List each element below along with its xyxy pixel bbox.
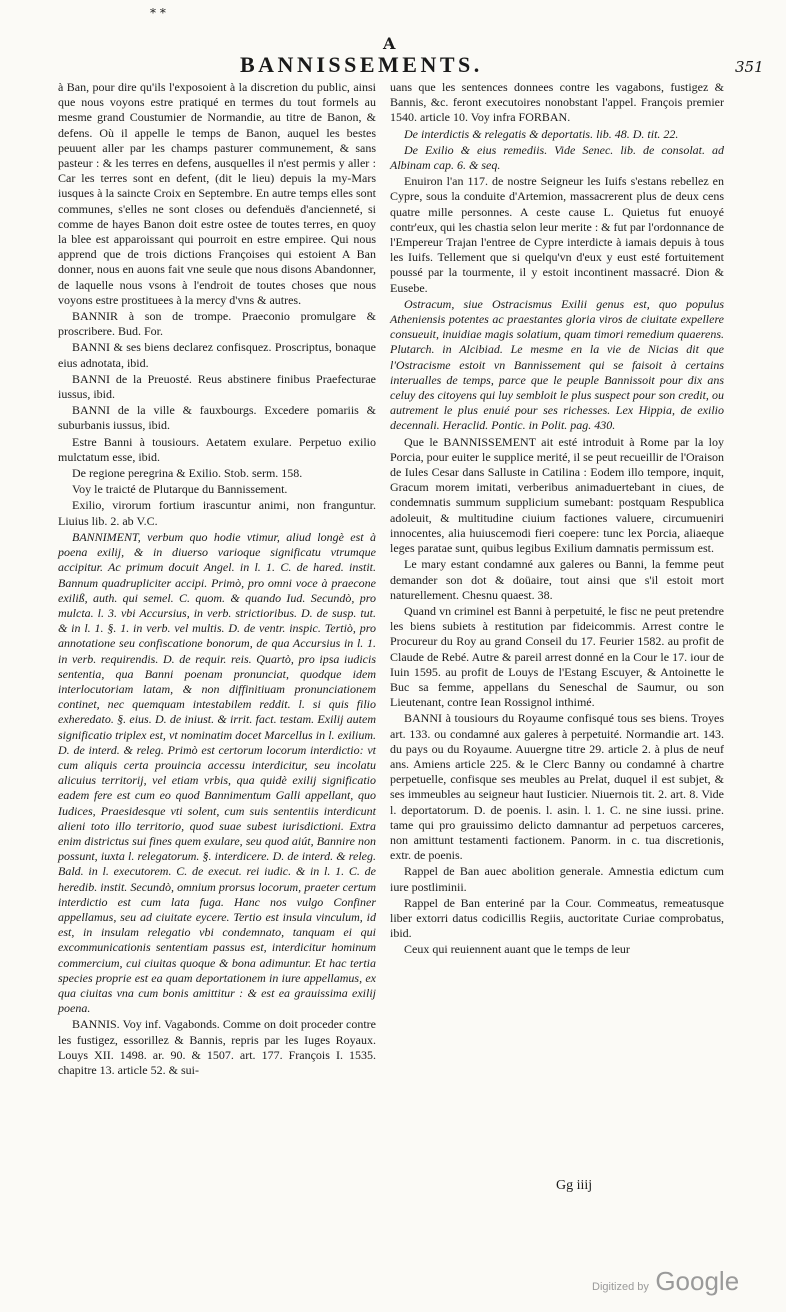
paragraph: Enuiron l'an 117. de nostre Seigneur les Iuifs s'estans rebellez en Cypre, sous la conduite d'Artemion, massacrerent plus de deux cens quatre mille personnes. A ceste cause L. Quietus fut enuoyé contr'eux, qui les chastia selon leur merite : & fut par l'ordonnance de l'Empereur Trajan l'entree de Cypre interdicte à iamais depuis à tous les Iuifs. Tellement que si quelqu'vn d'eux y eust esté fortuitement poussé par la tourmente, il y estoit incontinent massacré. Dion & Eusebe. bbox=[390, 174, 724, 295]
left-column bbox=[58, 80, 376, 1079]
paragraph: uans que les sentences donnees contre les vagabons, fustigez & Bannis, &c. feront executoires nonobstant l'appel. François premier 1540. article 10. Voy infra FORBAN. bbox=[390, 80, 724, 125]
paragraph: De regione peregrina & Exilio. Stob. serm. 158. bbox=[72, 466, 303, 481]
paragraph: BANNIR à son de trompe. Praeconio promulgare & proscribere. Bud. For. bbox=[58, 309, 376, 339]
google-watermark bbox=[592, 1266, 739, 1297]
paragraph: Ostracum, siue Ostracismus Exilii genus est, quo populus Atheniensis potentes ac praestantes gloria viros de ciuitate expellere consueuit, inuidiae magis solatium, quam timori remedium quaerens. Plutarch. in Alcibiad. Le mesme en la vie de Nicias dit que l'Ostracisme estoit vn Bannissement qui se faisoit à certains interualles de temps, parce que le peuple Bannissoit pour dix ans celuy des citoyens qui luy sembloit le plus suspect pour son credit, ou autrement le plus enuié pour ses richesses. Lex Hippia, de exilio decennali. Heraclid. Pontic. in Polit. pag. 430. bbox=[390, 296, 724, 433]
paragraph: Exilio, virorum fortium irascuntur animi, non franguntur. Liuius lib. 2. ab V.C. bbox=[58, 498, 376, 528]
paragraph: Estre Banni à tousiours. Aetatem exulare. Perpetuo exilio mulctatum esse, ibid. bbox=[58, 434, 376, 464]
paragraph: Rappel de Ban auec abolition generale. Amnestia edictum cum iure postliminii. bbox=[390, 864, 724, 894]
running-header: BANNISSEMENTS. bbox=[240, 52, 483, 77]
paragraph: BANNI de la ville & fauxbourgs. Excedere pomariis & suburbanis iussus, ibid. bbox=[58, 403, 376, 433]
paragraph: à Ban, pour dire qu'ils l'exposoient à la discretion du public, ainsi que nous voyons estre pratiqué en termes du tout formels au mesme grand Coustumier de Normandie, au titre de Banon, & defens. Où il appelle le temps de Banon, auquel les bestes peuuent aller par les champs pasturer communement, & sans pasteur : & les terres en defens, ausquelles il n'est permis y aller : Car les terres sont en defent, (dit le lieu) depuis la my-Mars iusques à la saincte Croix en Septembre. En autre temps elles sont communes, s'elles ne sont closes ou defenduës d'ancienneté, si comme de hayes Banon doit estre ostee de toutes terres, en quoy la blee est apparoissant qui pourroit en estre empiree. Qui nous apprend que de trois dictions Françoises qui estoient A Ban donner, nous en auons fait vne seule que nous disons Abandonner, de laquelle nous vsons à l'endroit de toutes choses que nous voyons estre prostituees à la mercy d'vns & autres. bbox=[58, 80, 376, 307]
paragraph: BANNIS. Voy inf. Vagabonds. Comme on doit proceder contre les fustigez, essorillez & Bannis, repris par les Iuges Royaux. Louys XII. 1498. ar. 90. & 1507. art. 177. François I. 1535. chapitre 13. article 52. & sui- bbox=[58, 1017, 376, 1077]
top-mark: ⁎ ⁎ bbox=[150, 2, 166, 16]
paragraph: BANNIMENT, verbum quo hodie vtimur, aliud longè est à poena exilij, & in diuerso varioque significatu vtrumque accipitur. Ac primum docuit Angel. in l. 1. C. de hared. instit. Bannum quadrupliciter accipi. Primò, pro omni voce à praecone exiliß, auth. qui semel. C. quom. & quando Iud. Secundò, pro mulcta. l. 3. vbi Accursius, in verb. strictioribus. D. de susp. tut. & in l. 1. §. 1. in verb. vel multis. D. de ventr. inspic. Tertiò, pro annotatione seu confiscatione bonorum, de qua Accursius in l. 1. in verb. requirendis. D. de requir. reis. Quartò, pro ipsa iudicis sententia, qua Banni poenam pronunciat, quodque idem interlocutoriam latam, & non diffinitiuam pronunciationem continet, nec quemquam intestabilem reddit. l. si quis filio exheredato. §. eius. D. de iniust. & irrit. fact. testam. Exilij autem significatio triplex est, vt nominatim docet Marcellus in l. exilium. D. de interd. & releg. Primò est certorum locorum interdictio: vt cum aliquis certa prouincia accessu interdicitur, seu incolatu alicuius territorij, vel etiam vrbis, qua quidè exilij significatio eadem fere est cum eo quod Bannimentum Galli appellant, quo Iudices, Praesidesque vti solent, cum suis sententiis interdicunt alieni toto illo territorio, quod suae subest iurisdictioni. Extra enim districtus sui fines quem exulare, seu quod aiút, Bannire non possunt, iuxta l. relegatorum. §. interdicere. D. de interd. & releg. Bald. in l. executorem. C. de execut. rei iudic. & in l. 1. C. de heredib. instit. Secundò, omnium prorsus locorum, praeter certum interdictio est cum lata fuga. Hanc nos vulgo Confiner appellamus, seu ad ciuitate eycere. Tertio est insula vinculum, id est, in insulam relegatio vbi condemnato, tanquam ei qui excommunicationis sententiam passus est, interdicitur hominum commercium, cui ciuitas quoque & bona adimuntur. Et hac tertia species proprie est ea quam deportationem in iure appellamus, ex qua ciuitas vna cum bonis amittitur : & est ea grauissima exilij poena. bbox=[58, 529, 376, 1016]
paragraph: Quand vn criminel est Banni à perpetuité, le fisc ne peut pretendre les biens subiets à restitution par fideicommis. Arrest contre le Procureur du Roy au grand Conseil du 17. Feurier 1582. au profit de Claude de Rebé. Autre & pareil arrest donné en la Cour le 17. iour de Iuin 1595. au profit de Louys de l'Estang Escuyer, & Antoinette le Buc sa femme, appellans du Seneschal de Saumur, ou son Lieutenant, contre Iean Rossignol inthimé. bbox=[390, 603, 724, 710]
paragraph: Voy le traicté de Plutarque du Bannissement. bbox=[72, 482, 288, 497]
paragraph: De Exilio & eius remediis. Vide Senec. lib. de consolat. ad Albinam cap. 6. & seq. bbox=[390, 142, 724, 173]
watermark-prefix: Digitized by bbox=[592, 1281, 649, 1293]
paragraph: BANNI & ses biens declarez confisquez. Proscriptus, bonaque eius adnotata, ibid. bbox=[58, 340, 376, 370]
paragraph: Rappel de Ban enteriné par la Cour. Commeatus, remeatusque liber extorri datus codicillis Regiis, auctoritate Curiae comprobatus, ibid. bbox=[390, 895, 724, 941]
paragraph: BANNI à tousiours du Royaume confisqué tous ses biens. Troyes art. 133. ou condamné aux galeres à perpetuité. Normandie art. 143. du pays ou du Royaume. Auuergne titre 29. article 2. à plus de neuf ans. Amiens article 225. & le Clerc Banny ou condamné à chartre perpetuelle, confisque ses meubles au Prelat, duquel il est subjet, & ses immeubles au seigneur haut Iusticier. Niuernois tit. 2. art. 8. Vide l. deportatorum. D. de poenis. l. asin. l. 1. C. ne sine iussi. prine. tame qui pro grauissimo delicto damnantur ad perpetuos carceres, non amittunt testamenti factionem. Panorm. in c. tua discretionis, extr. de poenis. bbox=[390, 711, 724, 863]
header-ornament: A bbox=[383, 34, 396, 53]
paragraph: BANNI de la Preuosté. Reus abstinere finibus Praefecturae iussus, ibid. bbox=[58, 371, 376, 402]
paragraph: De interdictis & relegatis & deportatis. lib. 48. D. tit. 22. bbox=[404, 126, 679, 141]
right-column bbox=[390, 80, 724, 959]
paragraph: Que le BANNISSEMENT ait esté introduit à Rome par la loy Porcia, pour euiter le supplice merité, il se peut recueillir de l'Oraison de Iules Cesar dans Salluste in Catilina : Eodem illo tempore, inquit, Gracum morem imitati, verberibus animaduertebant in ciues, de condemnatis summum supplicium sumebant: postquam Respublica adoleuit, & multitudine ciuium factiones valuere, circumueniri innocentes, alia huiuscemodi fieri coepere: tunc lex Porcia, aliaeque leges paratae sunt, quibus legibus Exilium damnatis permissum est. bbox=[390, 434, 724, 556]
paragraph: Ceux qui reuiennent auant que le temps de leur bbox=[404, 942, 630, 957]
catchword: Gg iiij bbox=[556, 1178, 593, 1193]
page-number: 351 bbox=[735, 58, 764, 76]
google-logo: Google bbox=[655, 1266, 740, 1296]
paragraph: Le mary estant condamné aux galeres ou Banni, la femme peut demander son dot & doüaire, tout ainsi que s'il estoit mort naturellement. Chesnu quaest. 38. bbox=[390, 557, 724, 602]
